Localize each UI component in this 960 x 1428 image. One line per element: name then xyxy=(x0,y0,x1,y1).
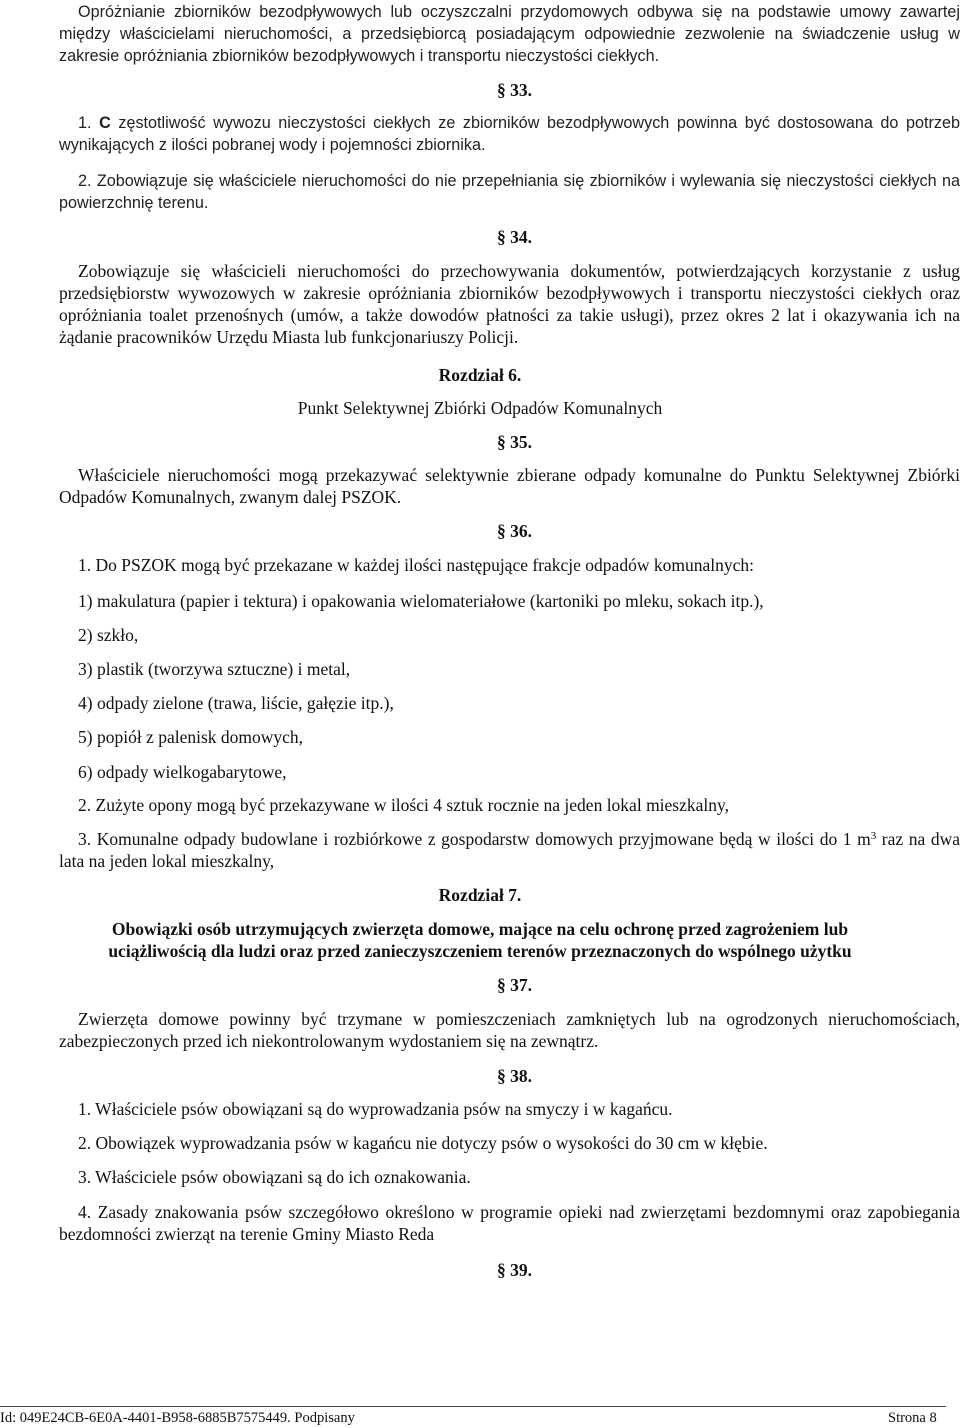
section-38-point-4: 4. Zasady znakowania psów szczegółowo określono w programie opieki nad zwierzętami bezdomnymi oraz zapobiegania bezdomności zwierząt na terenie Gminy Miasto Reda xyxy=(59,1202,960,1244)
chapter-7-heading: Rozdział 7. xyxy=(438,885,522,905)
section-36-item-6: 6) odpady wielkogabarytowe, xyxy=(78,762,287,782)
section-39-heading: § 39. xyxy=(497,1260,532,1280)
section-36-item-5: 5) popiół z palenisk domowych, xyxy=(78,727,304,747)
point-3-text-b: raz na dwa lata na jeden lokal mieszkalny, xyxy=(59,829,960,871)
point-number: 1. xyxy=(78,114,92,132)
section-35-paragraph: Właściciele nieruchomości mogą przekazywać selektywnie zbierane odpady komunalne do Punktu Selektywnej Zbiórki Odpadów Komunalnych, zwanym dalej PSZOK. xyxy=(59,465,960,507)
emphasized-initial: C xyxy=(99,114,111,132)
section-38-point-3: 3. Właściciele psów obowiązani są do ich oznakowania. xyxy=(78,1167,471,1187)
superscript-3: 3 xyxy=(870,830,877,842)
section-38-heading: § 38. xyxy=(497,1066,532,1086)
footer-document-id: Id: 049E24CB-6E0A-4401-B958-6885B7575449. Podpisany xyxy=(0,1410,355,1426)
chapter-7-title-line-2: uciążliwością dla ludzi oraz przed zanieczyszczeniem terenów przeznaczonych do wspólnego użytku xyxy=(108,941,852,961)
section-38-point-1: 1. Właściciele psów obowiązani są do wyprowadzania psów na smyczy i w kagańcu. xyxy=(78,1099,673,1119)
section-37-paragraph: Zwierzęta domowe powinny być trzymane w pomieszczeniach zamkniętych lub na ogrodzonych nieruchomościach, zabezpieczonych przed ich niekontrolowanym wydostaniem się na zewnątrz. xyxy=(59,1009,960,1051)
section-33-point-2: 2. Zobowiązuje się właściciele nieruchomości do nie przepełniania się zbiorników i wylewania się nieczystości ciekłych na powierzchnię terenu. xyxy=(59,172,960,212)
chapter-7-title-line-1: Obowiązki osób utrzymujących zwierzęta domowe, mające na celu ochronę przed zagrożeniem lub xyxy=(111,919,849,939)
section-36-item-1: 1) makulatura (papier i tektura) i opakowania wielomateriałowe (kartoniki po mleku, sokach itp.), xyxy=(78,591,764,611)
chapter-6-title: Punkt Selektywnej Zbiórki Odpadów Komunalnych xyxy=(297,398,663,418)
section-36-point-3 xyxy=(59,828,960,872)
section-36-item-2: 2) szkło, xyxy=(78,625,139,645)
footer-divider xyxy=(0,1406,946,1407)
section-34-paragraph: Zobowiązuje się właścicieli nieruchomości do przechowywania dokumentów, potwierdzających korzystanie z usług przedsiębiorstw wywozowych w zakresie opróżniania zbiorników bezodpływowych i transportu nieczystości ciekłych oraz opróżniania toalet przenośnych (umów, a także dowodów płatności za takie usługi), przez okres 2 lat i okazywania ich na żądanie pracowników Urzędu Miasta lub funkcjonariuszy Policji. xyxy=(59,261,960,347)
section-36-point-1: 1. Do PSZOK mogą być przekazane w każdej ilości następujące frakcje odpadów komunalnych: xyxy=(78,555,754,575)
chapter-6-heading: Rozdział 6. xyxy=(438,365,522,385)
footer-page-number: Strona 8 xyxy=(888,1410,937,1426)
section-33-point-1 xyxy=(59,112,960,156)
section-36-point-2: 2. Zużyte opony mogą być przekazywane w ilości 4 sztuk rocznie na jeden lokal mieszkalny, xyxy=(78,795,730,815)
point-text: zęstotliwość wywozu nieczystości ciekłych ze zbiorników bezodpływowych powinna być dostosowana do potrzeb wynikających z ilości pobranej wody i pojemności zbiornika. xyxy=(59,114,960,154)
section-38-point-2: 2. Obowiązek wyprowadzania psów w kagańcu nie dotyczy psów o wysokości do 30 cm w kłębie. xyxy=(78,1133,768,1153)
point-3-text-a: 3. Komunalne odpady budowlane i rozbiórkowe z gospodarstw domowych przyjmowane będą w ilości do 1 m xyxy=(78,829,871,849)
section-33-heading: § 33. xyxy=(497,80,532,100)
section-35-heading: § 35. xyxy=(497,432,532,452)
section-36-item-4: 4) odpady zielone (trawa, liście, gałęzie itp.), xyxy=(78,693,394,713)
section-34-heading: § 34. xyxy=(497,227,532,247)
section-37-heading: § 37. xyxy=(497,975,532,995)
section-36-heading: § 36. xyxy=(497,521,532,541)
section-36-item-3: 3) plastik (tworzywa sztuczne) i metal, xyxy=(78,659,351,679)
intro-paragraph: Opróżnianie zbiorników bezodpływowych lub oczyszczalni przydomowych odbywa się na podstawie umowy zawartej między właścicielami nieruchomości, a przedsiębiorcą posiadającym odpowiednie zezwolenie na świadczenie usług w zakresie opróżniania zbiorników bezodpływowych i transportu nieczystości ciekłych. xyxy=(59,3,960,65)
